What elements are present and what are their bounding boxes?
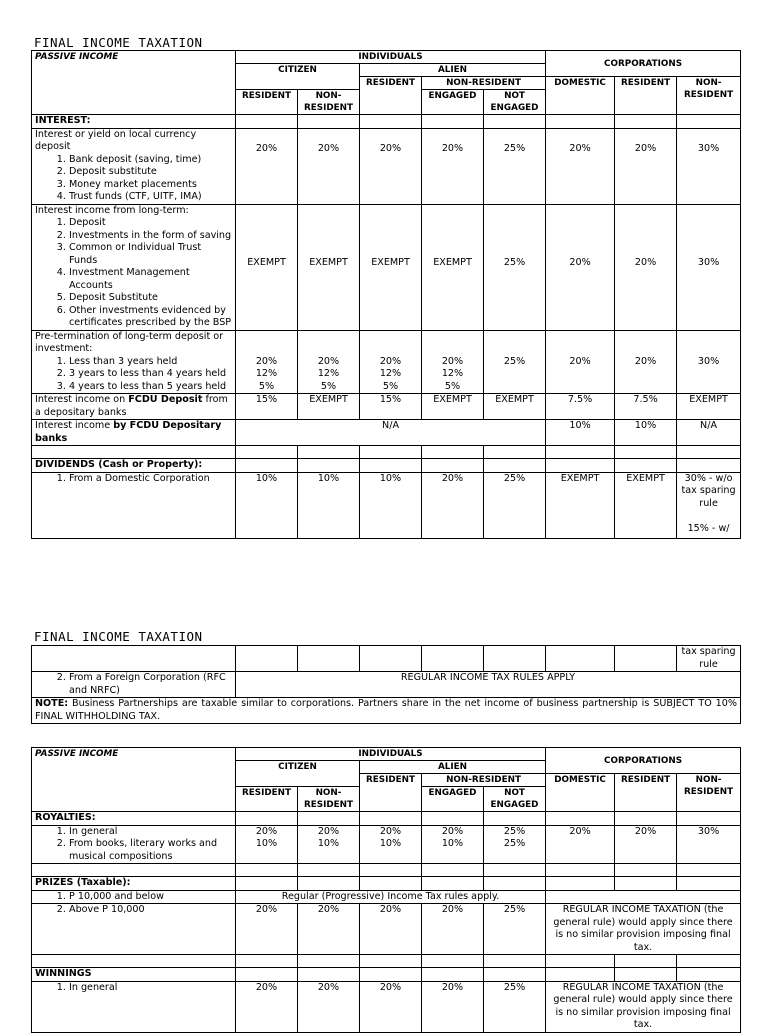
table-row bbox=[32, 472, 741, 538]
rule-cell: Regular (Progressive) Income Tax rules apply. bbox=[236, 890, 546, 904]
list-item: 2. From books, literary works and musical compositions bbox=[69, 838, 232, 863]
rate-cell: EXEMPT bbox=[360, 204, 422, 330]
table-row bbox=[32, 981, 741, 1032]
rate-cell: 25% bbox=[484, 472, 546, 538]
item-list bbox=[35, 904, 232, 917]
rate-cell: EXEMPT bbox=[298, 204, 360, 330]
rate-cell: 20% bbox=[546, 128, 615, 204]
citizen-nonresident-header: NON- RESIDENT bbox=[298, 90, 360, 115]
rate-cell: 30% bbox=[677, 204, 741, 330]
rate-cell: 10% bbox=[615, 420, 677, 446]
list-item: 1. In general bbox=[69, 826, 232, 839]
alien-header: ALIEN bbox=[360, 64, 546, 77]
table-row bbox=[32, 904, 741, 955]
label-bold: FCDU Deposit bbox=[128, 394, 203, 405]
rate-cell: EXEMPT bbox=[615, 472, 677, 538]
page-title: FINAL INCOME TAXATION bbox=[34, 629, 203, 644]
rate-cell: 25% bbox=[484, 981, 546, 1032]
rate-cell: 20% 10% bbox=[298, 825, 360, 864]
list-item: 1. P 10,000 and below bbox=[69, 891, 232, 904]
alien-nonresident-header: NON-RESIDENT bbox=[422, 774, 546, 787]
list-item: 1. Less than 3 years held bbox=[69, 356, 232, 369]
list-item: 2. 3 years to less than 4 years held bbox=[69, 368, 232, 381]
list-item: 4. Investment Management Accounts bbox=[69, 267, 232, 292]
rate-cell: 10% bbox=[360, 472, 422, 538]
interest-section-header: INTEREST: bbox=[32, 115, 236, 129]
rate-cell: 20% bbox=[615, 204, 677, 330]
rate-cell: 20% bbox=[422, 904, 484, 955]
rate-cell: EXEMPT bbox=[546, 472, 615, 538]
list-item: 3. 4 years to less than 5 years held bbox=[69, 381, 232, 394]
table-row bbox=[32, 890, 741, 904]
corp-nonresident-header: NON- RESIDENT bbox=[677, 774, 741, 812]
rate-cell: N/A bbox=[677, 420, 741, 446]
rate-cell: 15% bbox=[360, 394, 422, 420]
item-list bbox=[35, 891, 232, 904]
item-list bbox=[35, 473, 232, 486]
row-label bbox=[32, 394, 236, 420]
rate-cell: 25% bbox=[484, 204, 546, 330]
passive-income-header: PASSIVE INCOME bbox=[32, 51, 236, 115]
item-list bbox=[35, 356, 232, 394]
rate-cell: 25% bbox=[484, 330, 546, 394]
tax-table-3 bbox=[31, 747, 741, 1033]
label-bold: by FCDU Depositary banks bbox=[35, 420, 222, 444]
royalties-section-header: ROYALTIES: bbox=[32, 812, 236, 826]
not-engaged-header: NOT ENGAGED bbox=[484, 787, 546, 812]
rate-cell: 20% bbox=[546, 825, 615, 864]
alien-nonresident-header: NON-RESIDENT bbox=[422, 77, 546, 90]
rate-cell: 20% bbox=[546, 204, 615, 330]
rate-cell: 20% bbox=[546, 330, 615, 394]
item-list bbox=[35, 154, 232, 204]
rate-cell: 20% bbox=[298, 981, 360, 1032]
rate-cell: 20% bbox=[298, 904, 360, 955]
list-item: 2. Investments in the form of saving bbox=[69, 230, 232, 243]
rate-cell: 20% 12% 5% bbox=[422, 330, 484, 394]
rate-cell: 20% 12% 5% bbox=[360, 330, 422, 394]
passive-income-header: PASSIVE INCOME bbox=[32, 748, 236, 812]
table-row bbox=[32, 330, 741, 394]
rate-cell: 20% bbox=[360, 128, 422, 204]
rate-cell: EXEMPT bbox=[298, 394, 360, 420]
continued-cell: tax sparing rule bbox=[677, 646, 741, 672]
prizes-section-header: PRIZES (Taxable): bbox=[32, 877, 236, 891]
rate-cell: 20% 10% bbox=[360, 825, 422, 864]
citizen-resident-header: RESIDENT bbox=[236, 90, 298, 115]
individuals-header: INDIVIDUALS bbox=[236, 748, 546, 761]
alien-header: ALIEN bbox=[360, 761, 546, 774]
winnings-section-header: WINNINGS bbox=[32, 968, 236, 982]
table-row bbox=[32, 698, 741, 724]
row-label: Interest income from long-term: bbox=[35, 204, 189, 216]
rate-cell: 10% bbox=[546, 420, 615, 446]
list-item: 2. Above P 10,000 bbox=[69, 904, 232, 917]
note-text: Business Partnerships are taxable similar to corporations. Partners share in the net income of business partnership is SUBJECT TO 10% FINAL WITHHOLDING TAX. bbox=[35, 698, 737, 722]
table-row bbox=[32, 204, 741, 330]
rate-cell: 20% bbox=[615, 128, 677, 204]
rate-cell: 20% bbox=[236, 981, 298, 1032]
citizen-header: CITIZEN bbox=[236, 64, 360, 90]
note-label: NOTE: bbox=[35, 698, 69, 709]
list-item: 5. Deposit Substitute bbox=[69, 292, 232, 305]
row-label bbox=[32, 420, 236, 446]
list-item: 2. Deposit substitute bbox=[69, 166, 232, 179]
rate-cell: 7.5% bbox=[546, 394, 615, 420]
rate-cell: EXEMPT bbox=[236, 204, 298, 330]
list-item: 1. Deposit bbox=[69, 217, 232, 230]
rate-cell: 20% bbox=[615, 825, 677, 864]
tax-table-1 bbox=[31, 50, 741, 539]
page-title: FINAL INCOME TAXATION bbox=[34, 35, 203, 50]
not-engaged-header: NOT ENGAGED bbox=[484, 90, 546, 115]
rate-cell: 20% bbox=[236, 128, 298, 204]
table-row bbox=[32, 672, 741, 698]
corporations-header: CORPORATIONS bbox=[546, 748, 741, 774]
tax-table-2 bbox=[31, 645, 741, 724]
list-item: 6. Other investments evidenced by certificates prescribed by the BSP bbox=[69, 305, 232, 330]
rate-cell: EXEMPT bbox=[422, 394, 484, 420]
rate-cell: 20% bbox=[236, 904, 298, 955]
list-item: 2. From a Foreign Corporation (RFC and NRFC) bbox=[69, 672, 232, 697]
list-item: 3. Money market placements bbox=[69, 179, 232, 192]
rule-cell: REGULAR INCOME TAXATION (the general rule) would apply since there is no similar provision imposing final tax. bbox=[546, 904, 741, 955]
label-text: Interest income bbox=[35, 420, 114, 431]
corp-resident-header: RESIDENT bbox=[615, 77, 677, 115]
table-row bbox=[32, 128, 741, 204]
rate-cell: 10% bbox=[236, 472, 298, 538]
corp-resident-header: RESIDENT bbox=[615, 774, 677, 812]
list-item: 4. Trust funds (CTF, UITF, IMA) bbox=[69, 191, 232, 204]
rate-cell: 20% bbox=[360, 904, 422, 955]
list-item: 1. From a Domestic Corporation bbox=[69, 473, 232, 486]
dividends-section-header: DIVIDENDS (Cash or Property): bbox=[32, 459, 236, 473]
rate-cell: 30% bbox=[677, 128, 741, 204]
label-text: Interest income on bbox=[35, 394, 129, 405]
rate-cell: 20% 10% bbox=[236, 825, 298, 864]
rate-cell: EXEMPT bbox=[677, 394, 741, 420]
corporations-header: CORPORATIONS bbox=[546, 51, 741, 77]
corp-nonresident-header: NON- RESIDENT bbox=[677, 77, 741, 115]
rate-cell: 20% 10% bbox=[422, 825, 484, 864]
table-row bbox=[32, 394, 741, 420]
list-item: 3. Common or Individual Trust Funds bbox=[69, 242, 232, 267]
domestic-header: DOMESTIC bbox=[546, 77, 615, 115]
rate-cell: 25% bbox=[484, 128, 546, 204]
rate-cell: EXEMPT bbox=[422, 204, 484, 330]
table-row bbox=[32, 825, 741, 864]
citizen-nonresident-header: NON- RESIDENT bbox=[298, 787, 360, 812]
list-item: 1. Bank deposit (saving, time) bbox=[69, 154, 232, 167]
item-list bbox=[35, 826, 232, 864]
item-list bbox=[35, 982, 232, 995]
rate-cell: 30% bbox=[677, 825, 741, 864]
item-list bbox=[35, 672, 232, 697]
domestic-header: DOMESTIC bbox=[546, 774, 615, 812]
alien-resident-header: RESIDENT bbox=[360, 774, 422, 812]
rate-cell: 15% bbox=[236, 394, 298, 420]
rate-cell: 20% bbox=[422, 128, 484, 204]
individuals-header: INDIVIDUALS bbox=[236, 51, 546, 64]
citizen-resident-header: RESIDENT bbox=[236, 787, 298, 812]
rate-cell: N/A bbox=[236, 420, 546, 446]
rate-cell: 20% 12% 5% bbox=[236, 330, 298, 394]
list-item: 1. In general bbox=[69, 982, 232, 995]
rate-cell: 10% bbox=[298, 472, 360, 538]
row-label: Pre-termination of long-term deposit or investment: bbox=[35, 330, 224, 354]
rate-cell: EXEMPT bbox=[484, 394, 546, 420]
rate-cell: 20% bbox=[298, 128, 360, 204]
rate-cell: 20% bbox=[422, 981, 484, 1032]
rate-cell: 25% bbox=[484, 904, 546, 955]
item-list bbox=[35, 217, 232, 330]
citizen-header: CITIZEN bbox=[236, 761, 360, 787]
rate-cell: 20% bbox=[422, 472, 484, 538]
table-row bbox=[32, 420, 741, 446]
rule-cell: REGULAR INCOME TAXATION (the general rule) would apply since there is no similar provision imposing final tax. bbox=[546, 981, 741, 1032]
engaged-header: ENGAGED bbox=[422, 787, 484, 812]
rule-cell: REGULAR INCOME TAX RULES APPLY bbox=[236, 672, 741, 698]
engaged-header: ENGAGED bbox=[422, 90, 484, 115]
rate-cell: 20% bbox=[360, 981, 422, 1032]
alien-resident-header: RESIDENT bbox=[360, 77, 422, 115]
label-text: from a depositary banks bbox=[35, 394, 228, 418]
rate-cell: 7.5% bbox=[615, 394, 677, 420]
rate-cell: 20% bbox=[615, 330, 677, 394]
row-label: Interest or yield on local currency deposit bbox=[35, 128, 197, 152]
rate-cell: 30% - w/o tax sparing rule 15% - w/ bbox=[677, 472, 741, 538]
rate-cell: 30% bbox=[677, 330, 741, 394]
rate-cell: 20% 12% 5% bbox=[298, 330, 360, 394]
rate-cell: 25% 25% bbox=[484, 825, 546, 864]
